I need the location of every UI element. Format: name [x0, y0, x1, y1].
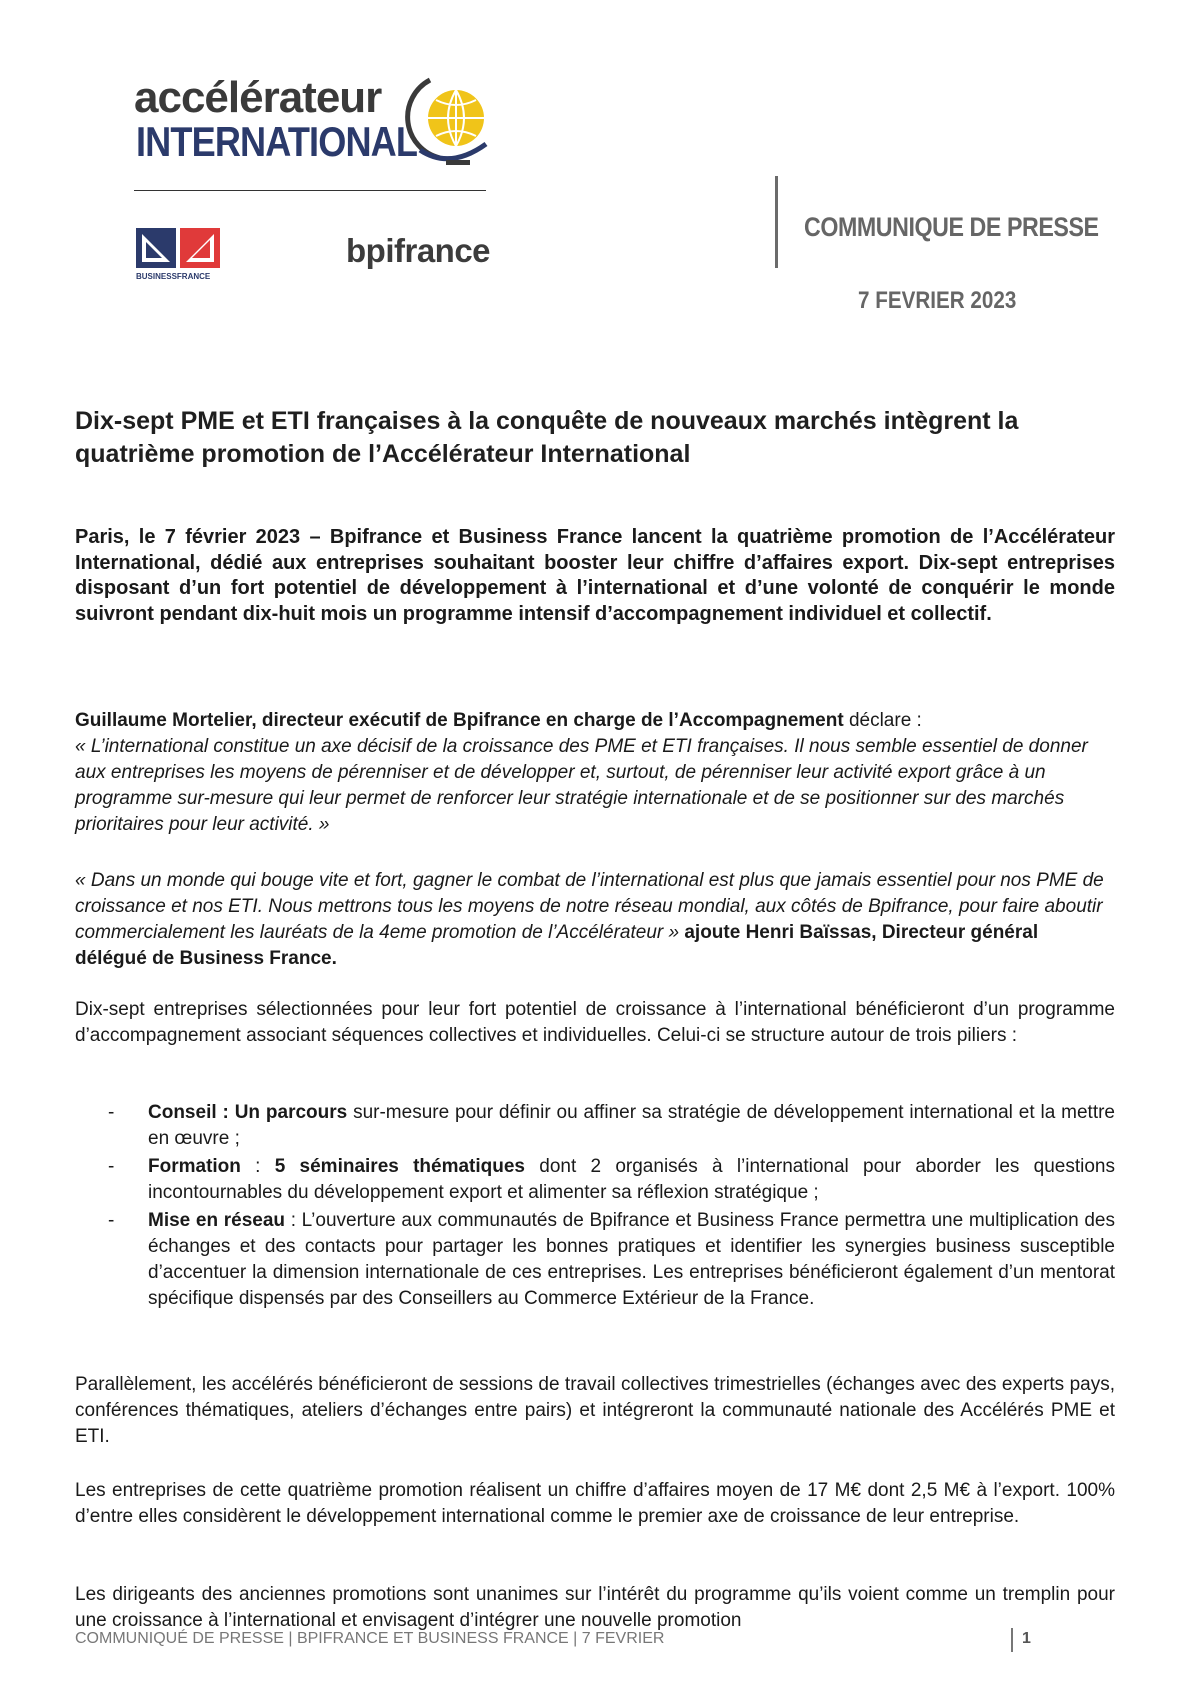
pillar-text: :: [240, 1156, 275, 1177]
headline: Dix-sept PME et ETI françaises à la conquête de nouveaux marchés intègrent la quatrième promotion de l’Accélérateur International: [75, 407, 1019, 468]
pillar-highlight: 5 séminaires thématiques: [274, 1156, 525, 1177]
business-france-caption: BUSINESSFRANCE: [136, 272, 211, 281]
business-france-logo: [136, 228, 226, 284]
pillar-text: : L’ouverture aux communautés de Bpifrance et Business France permettra une multiplication des échanges et des contacts pour partager les bonnes pratiques et identifier les synergies business susceptible d’accentuer la dimension internationale de ces entreprises. Les entreprises bénéficieront également d’un mentorat spécifique dispensés par des Conseillers au Commerce Extérieur de la France.: [148, 1210, 1115, 1309]
logo-line-2: INTERNATIONAL: [136, 118, 418, 165]
list-dash: -: [108, 1102, 115, 1123]
pillar-text: sur-mesure pour définir ou affiner sa stratégie de développement international et la mettre en œuvre ;: [148, 1102, 1115, 1149]
logo-divider: [134, 190, 486, 191]
logo-line-1: accélérateur: [134, 73, 382, 122]
accelerateur-international-logo: [134, 72, 494, 202]
quote2-block: [75, 868, 1115, 972]
paragraph-figures: Les entreprises de cette quatrième promotion réalisent un chiffre d’affaires moyen de 17 M€ dont 2,5 M€ à l’export. 100% d’entre elles considèrent le développement international comme le premier axe de croissance de leur entreprise.: [75, 1480, 1115, 1527]
list-dash: -: [108, 1210, 115, 1231]
press-release-date: 7 FEVRIER 2023: [858, 287, 1017, 314]
quote1-attribution: [75, 708, 1115, 734]
press-release-label: COMMUNIQUE DE PRESSE: [804, 212, 1099, 242]
list-item: [108, 1100, 1115, 1152]
header-divider: [775, 176, 778, 268]
list-item: [108, 1154, 1115, 1206]
page-number: 1: [1022, 1630, 1031, 1647]
paragraph-sessions: Parallèlement, les accélérés bénéficieront de sessions de travail collectives trimestrielles (échanges avec des experts pays, conférences thématiques, ateliers d’échanges entre pairs) et intégreront la communauté nationale des Accélérés PME et ETI.: [75, 1374, 1115, 1447]
list-dash: -: [108, 1156, 115, 1177]
footer-text: COMMUNIQUÉ DE PRESSE | BPIFRANCE ET BUSINESS FRANCE | 7 FEVRIER: [75, 1630, 665, 1647]
pillars-list: [108, 1100, 1115, 1314]
quote1-text: « L’international constitue un axe décisif de la croissance des PME et ETI françaises. Il nous semble essentiel de donner aux entreprises les moyens de pérenniser et de développer et, surtout, de pérenniser leur activité export grâce à un programme sur-mesure qui leur permet de renforcer leur stratégie internationale et de se positionner sur des marchés prioritaires pour leur activité. »: [75, 736, 1088, 835]
business-france-mark-icon: [136, 228, 222, 270]
quote1-speaker: Guillaume Mortelier, directeur exécutif de Bpifrance en charge de l’Accompagnement: [75, 710, 844, 731]
pillar-title: Conseil : Un parcours: [148, 1102, 348, 1123]
globe-icon: [400, 72, 494, 172]
paragraph-programme: Dix-sept entreprises sélectionnées pour leur fort potentiel de croissance à l’international bénéficieront d’un programme d’accompagnement associant séquences collectives et individuelles. Celui-ci se structure autour de trois piliers :: [75, 999, 1115, 1046]
footer-divider: [1011, 1628, 1013, 1652]
quote2-speaker: ajoute Henri Baïssas, Directeur général délégué de Business France.: [75, 922, 1039, 969]
paragraph-alumni: Les dirigeants des anciennes promotions sont unanimes sur l’intérêt du programme qu’ils voient comme un tremplin pour une croissance à l’international et envisagent d’intégrer une nouvelle promotion: [75, 1584, 1115, 1631]
pillar-title: Formation: [148, 1156, 241, 1177]
bpifrance-logo: bpifrance: [346, 232, 491, 269]
quote2-text: « Dans un monde qui bouge vite et fort, gagner le combat de l’international est plus que jamais essentiel pour nos PME de croissance et nos ETI. Nous mettrons tous les moyens de notre réseau mondial, aux côtés de Bpifrance, pour faire aboutir commercialement les lauréats de la 4eme promotion de l’Accélérateur »: [75, 870, 1104, 943]
pillar-title: Mise en réseau: [148, 1210, 286, 1231]
pillar-text-2: dont 2 organisés à l’international pour aborder les questions incontournables du développement export et alimenter sa réflexion stratégique ;: [148, 1156, 1115, 1203]
lead-paragraph: Paris, le 7 février 2023 – Bpifrance et Business France lancent la quatrième promotion de l’Accélérateur International, dédié aux entreprises souhaitant booster leur chiffre d’affaires export. Dix-sept entreprises disposant d’un fort potentiel de développement à l’international et d’une volonté de conquérir le monde suivront pendant dix-huit mois un programme intensif d’accompagnement individuel et collectif.: [75, 526, 1115, 625]
list-item: [108, 1208, 1115, 1312]
quote1-verb: déclare :: [843, 710, 922, 731]
